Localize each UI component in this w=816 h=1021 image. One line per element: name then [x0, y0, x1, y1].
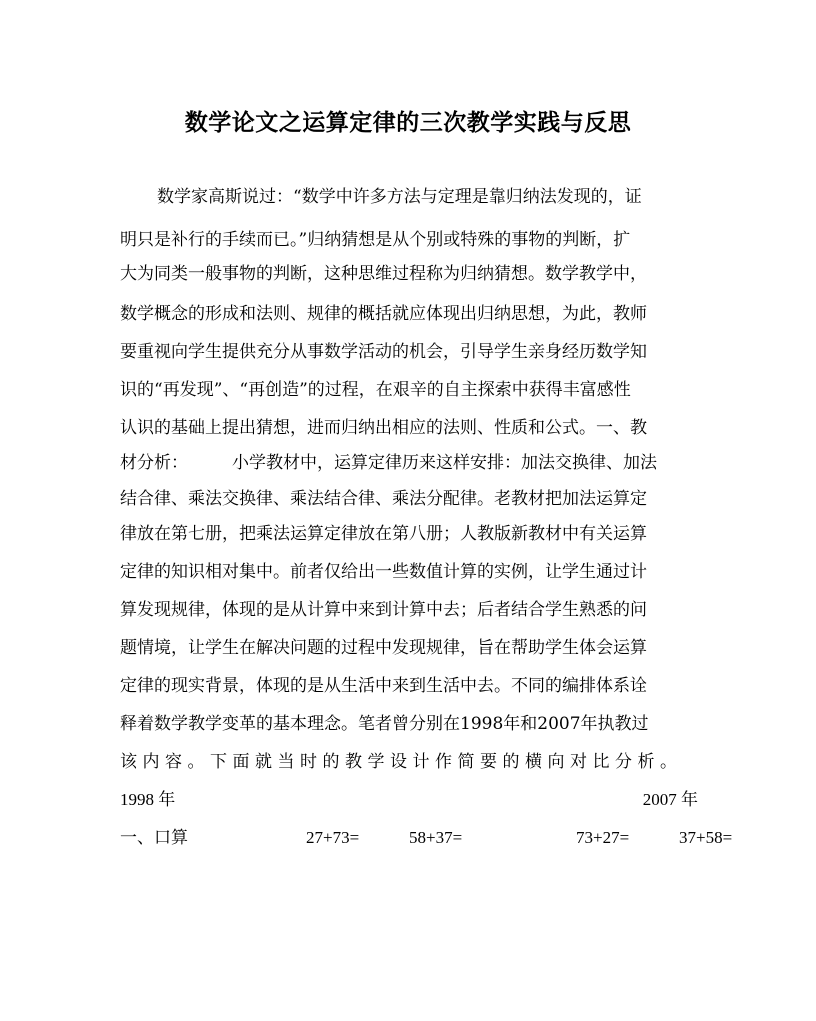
paragraph-line: 该内容。下面就当时的教学设计作简要的横向对比分析。 [120, 752, 683, 772]
paragraph-line: 结合律、乘法交换律、乘法结合律、乘法分配律。老教材把加法运算定 [120, 489, 647, 509]
paragraph-line: 定律的现实背景，体现的是从生活中来到生活中去。不同的编排体系诠 [120, 676, 647, 696]
paragraph-line: 认识的基础上提出猜想，进而归纳出相应的法则、性质和公式。一、教 [120, 418, 647, 438]
expression: 27+73= [306, 828, 360, 847]
expression: 37+58= [679, 828, 733, 847]
paragraph-line: 识的“再发现”、“再创造”的过程，在艰辛的自主探索中获得丰富感性 [120, 380, 631, 400]
document-title: 数学论文之运算定律的三次教学实践与反思 [184, 109, 632, 136]
paragraph-line: 数学概念的形成和法则、规律的概括就应体现出归纳思想，为此，教师 [120, 304, 647, 324]
paragraph-line: 数学家高斯说过：“数学中许多方法与定理是靠归纳法发现的，证 [157, 187, 642, 207]
expression: 73+27= [576, 828, 630, 847]
paragraph-line: 题情境，让学生在解决问题的过程中发现规律，旨在帮助学生体会运算 [120, 638, 647, 658]
paragraph-line: 要重视向学生提供充分从事数学活动的机会，引导学生亲身经历数学知 [120, 342, 647, 362]
paragraph-line: 明只是补行的手续而已。”归纳猜想是从个别或特殊的事物的判断，扩 [120, 230, 631, 250]
expression: 58+37= [409, 828, 463, 847]
paragraph-line: 定律的知识相对集中。前者仅给出一些数值计算的实例，让学生通过计 [120, 562, 647, 582]
oral-calc-row [120, 826, 740, 850]
oral-calc-label: 一、口算 [120, 828, 188, 848]
year-row [120, 788, 698, 812]
section-heading: 材分析： [120, 453, 188, 473]
paragraph-line: 律放在第七册，把乘法运算定律放在第八册；人教版新教材中有关运算 [120, 524, 647, 544]
year-1998-label: 1998 年 [120, 790, 176, 809]
paragraph-line: 释着数学教学变革的基本理念。笔者曾分别在1998年和2007年执教过 [120, 714, 649, 734]
paragraph-text: 小学教材中，运算定律历来这样安排：加法交换律、加法 [232, 453, 657, 473]
year-2007-label: 2007 年 [642, 790, 698, 809]
paragraph-line: 大为同类一般事物的判断，这种思维过程称为归纳猜想。数学教学中， [120, 264, 647, 284]
paragraph-line [120, 451, 698, 475]
paragraph-line: 算发现规律，体现的是从计算中来到计算中去；后者结合学生熟悉的问 [120, 600, 647, 620]
